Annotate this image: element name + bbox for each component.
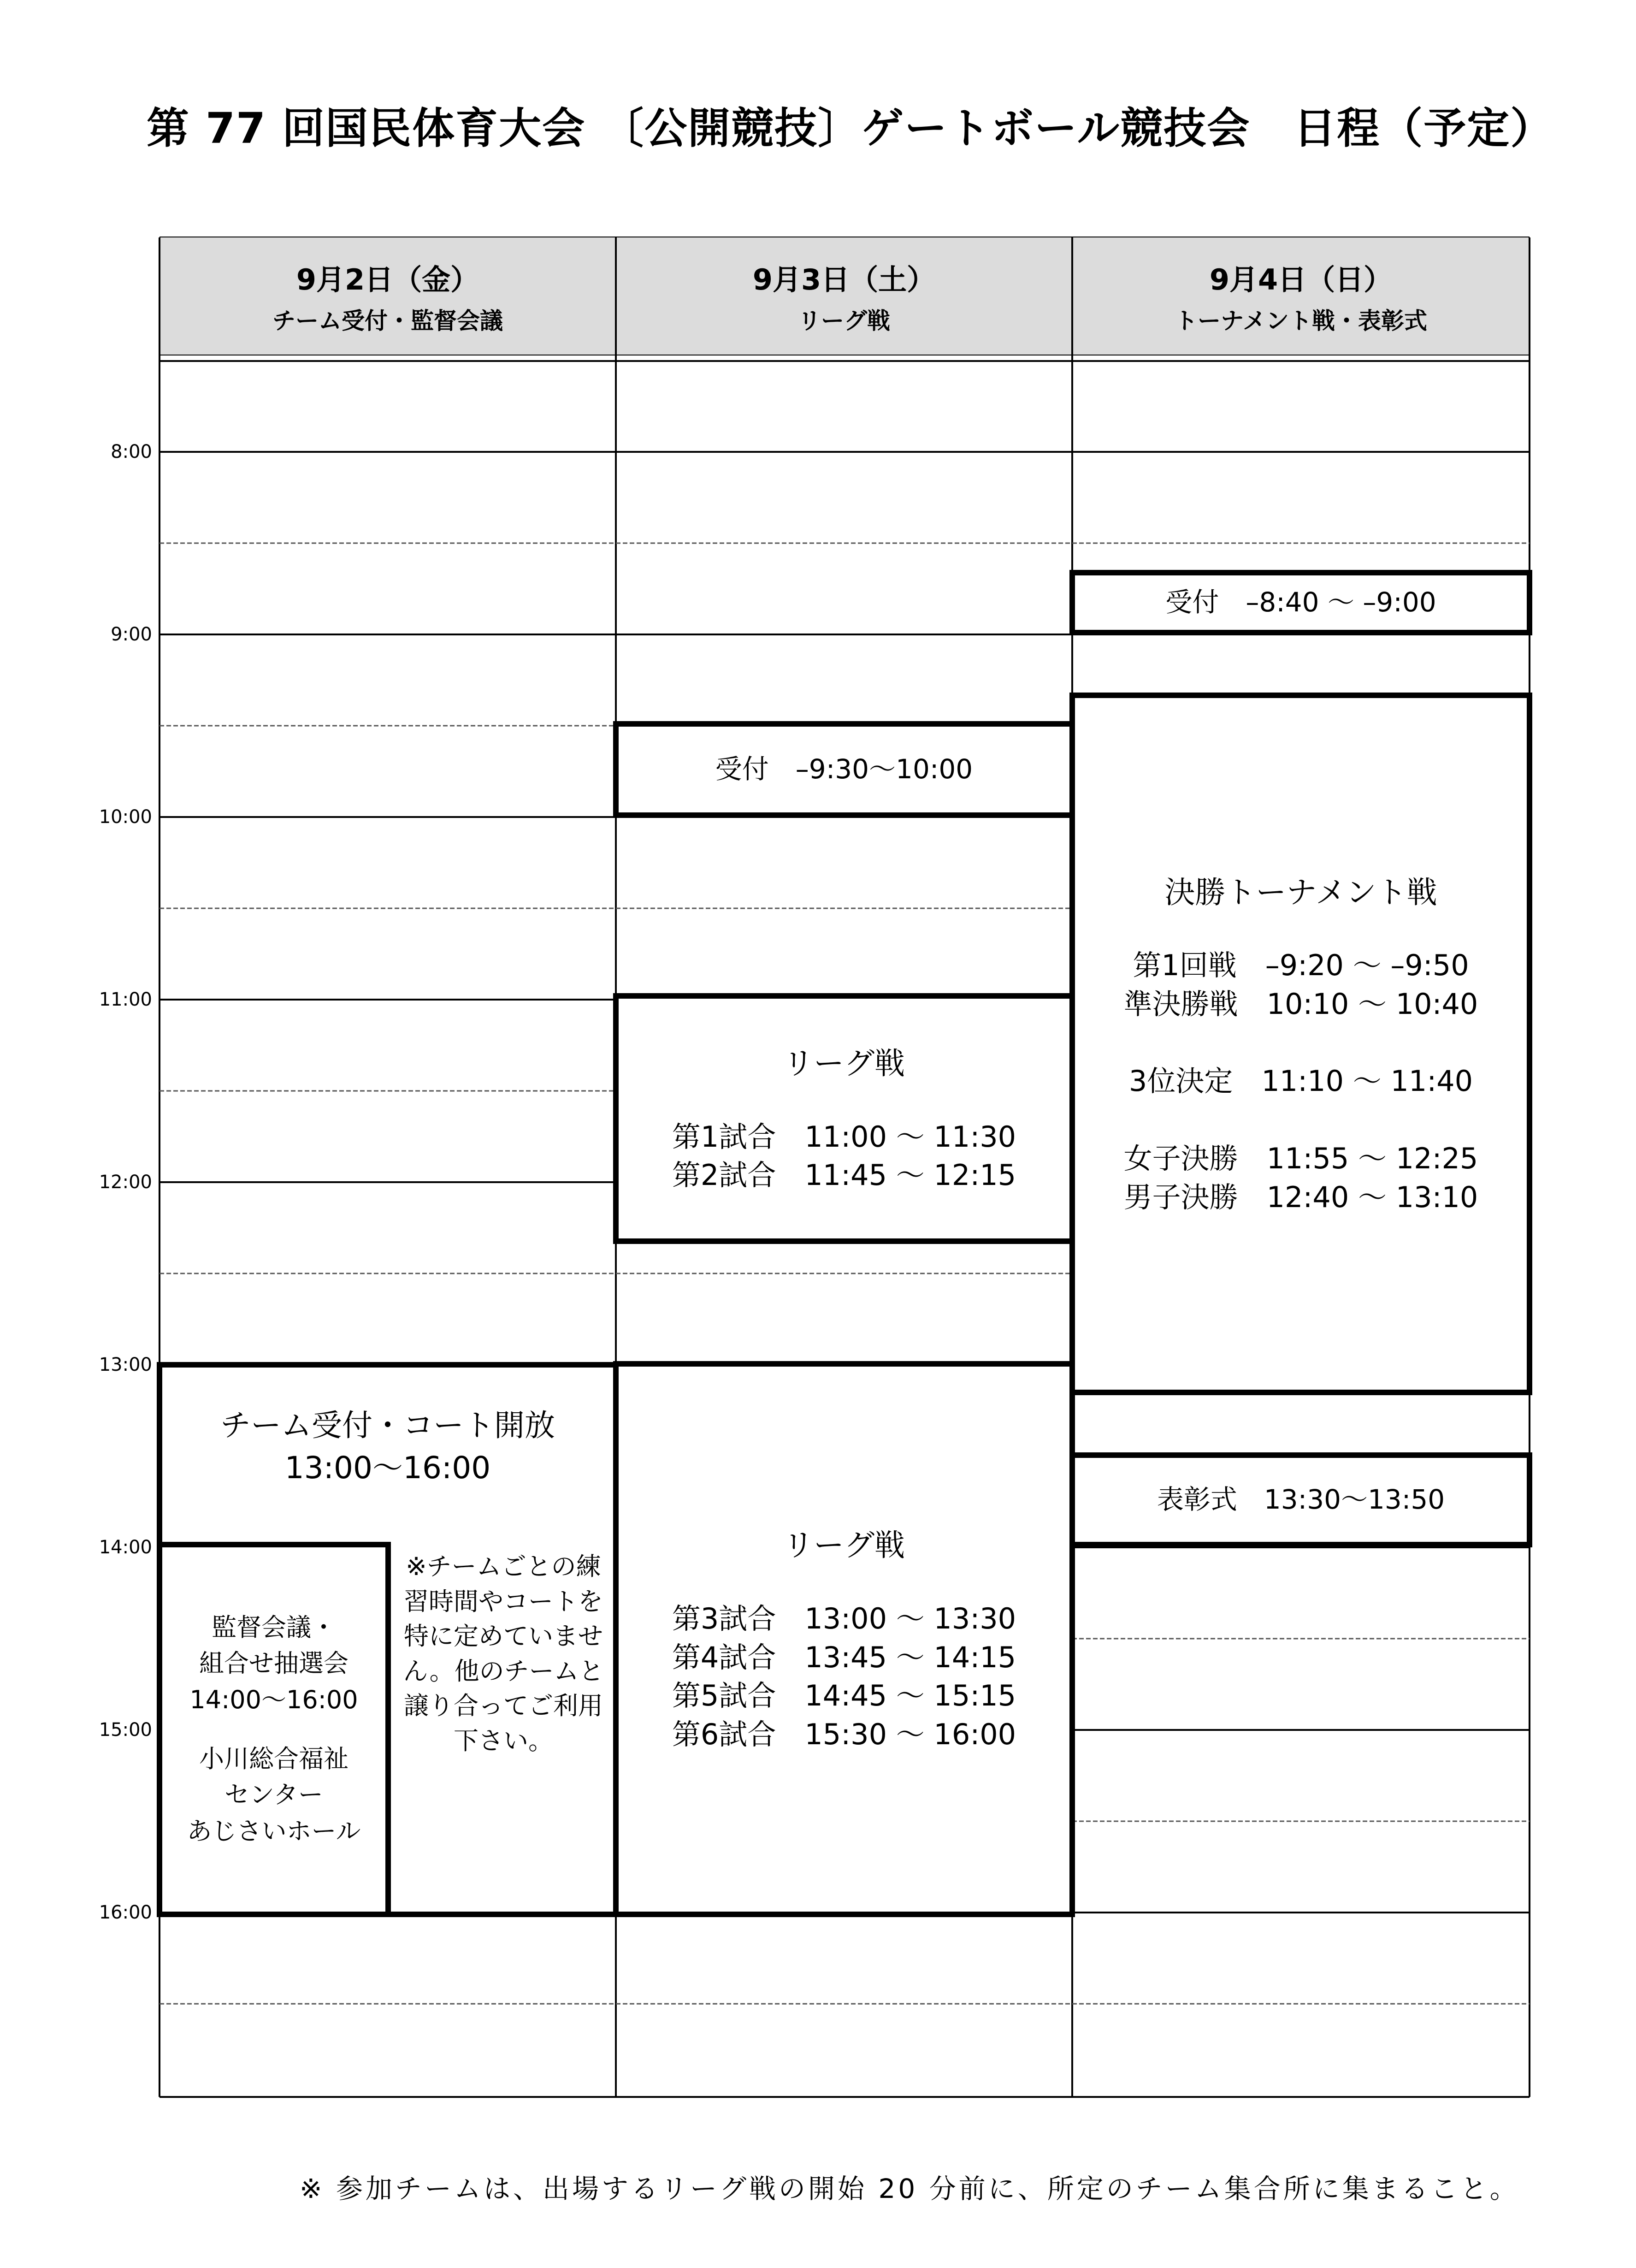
- note-line: ※チームごとの練: [406, 1552, 601, 1581]
- time-label: 13:00: [99, 1354, 152, 1375]
- note-line: 下さい。: [454, 1726, 553, 1755]
- match-row: 準決勝戦 10:10 ～ 10:40: [1123, 987, 1478, 1021]
- time-label: 14:00: [99, 1537, 152, 1558]
- sun-reception-block: [1069, 570, 1532, 635]
- match-row: 第1回戦 –9:20 ～ –9:50: [1133, 948, 1469, 982]
- match-row: 第6試合 15:30 ～ 16:00: [672, 1717, 1016, 1751]
- header-sat: [617, 237, 1071, 355]
- footnote: ※ 参加チームは、出場するリーグ戦の開始 20 分前に、所定のチーム集合所に集まること。: [300, 2173, 1519, 2204]
- note-line: 習時間やコートを: [404, 1587, 603, 1616]
- time-label: 12:00: [99, 1172, 152, 1193]
- fri-open-title: チーム受付・コート開放: [220, 1408, 555, 1443]
- tournament-title: 決勝トーナメント戦: [1164, 874, 1437, 910]
- match-row: 第3試合 13:00 ～ 13:30: [672, 1601, 1016, 1635]
- header-fri: [160, 237, 615, 355]
- match-row: 男子決勝 12:40 ～ 13:10: [1123, 1180, 1478, 1214]
- match-row: 3位決定 11:10 ～ 11:40: [1128, 1064, 1473, 1098]
- header-subtitle: トーナメント戦・表彰式: [1175, 307, 1427, 334]
- league-title: リーグ戦: [783, 1528, 905, 1563]
- header-date: 9月2日（金）: [296, 262, 479, 296]
- note-line: ん。他のチームと: [403, 1656, 604, 1686]
- award: 表彰式 13:30～13:50: [1157, 1484, 1445, 1516]
- meeting-line: 14:00～16:00: [189, 1685, 358, 1714]
- fri-court-note: [393, 1549, 614, 1759]
- time-label: 16:00: [99, 1902, 152, 1923]
- sun-reception: 受付 –8:40 ～ –9:00: [1165, 586, 1436, 618]
- note-line: 特に定めていませ: [404, 1622, 603, 1651]
- league-title: リーグ戦: [783, 1046, 905, 1082]
- match-row: 第4試合 13:45 ～ 14:15: [672, 1640, 1016, 1674]
- note-line: 譲り合ってご利用: [404, 1691, 603, 1721]
- meeting-line: 組合せ抽選会: [199, 1649, 348, 1678]
- meeting-line: センター: [224, 1780, 323, 1810]
- header-subtitle: リーグ戦: [798, 307, 890, 334]
- time-label: 15:00: [99, 1719, 152, 1741]
- sat-league2-block: [613, 1361, 1075, 1917]
- match-row: 第2試合 11:45 ～ 12:15: [672, 1158, 1016, 1192]
- header-date: 9月4日（日）: [1209, 262, 1393, 296]
- time-label: 10:00: [99, 806, 152, 828]
- meeting-line: 小川総合福祉: [199, 1744, 348, 1773]
- meeting-line: あじさいホール: [187, 1816, 361, 1846]
- sat-league1-block: [613, 993, 1075, 1244]
- fri-open-time: 13:00～16:00: [284, 1450, 491, 1486]
- sun-tournament-block: [1069, 693, 1532, 1395]
- time-label: 11:00: [99, 989, 152, 1010]
- sat-reception-block: [613, 721, 1075, 818]
- header-date: 9月3日（土）: [752, 262, 936, 296]
- header-sun: [1073, 237, 1529, 355]
- match-row: 女子決勝 11:55 ～ 12:25: [1123, 1142, 1478, 1176]
- meeting-line: 監督会議・: [212, 1613, 336, 1642]
- time-label: 8:00: [111, 441, 152, 462]
- fri-meeting-block: [157, 1542, 391, 1917]
- sat-reception: 受付 –9:30～10:00: [715, 753, 973, 785]
- match-row: 第1試合 11:00 ～ 11:30: [672, 1119, 1016, 1154]
- sun-award-block: [1069, 1452, 1532, 1547]
- match-row: 第5試合 14:45 ～ 15:15: [672, 1679, 1016, 1713]
- time-label: 9:00: [111, 624, 152, 645]
- page-title: 第 77 回国民体育大会 〔公開競技〕ゲートボール競技会 日程（予定）: [147, 104, 1554, 153]
- header-subtitle: チーム受付・監督会議: [272, 307, 503, 334]
